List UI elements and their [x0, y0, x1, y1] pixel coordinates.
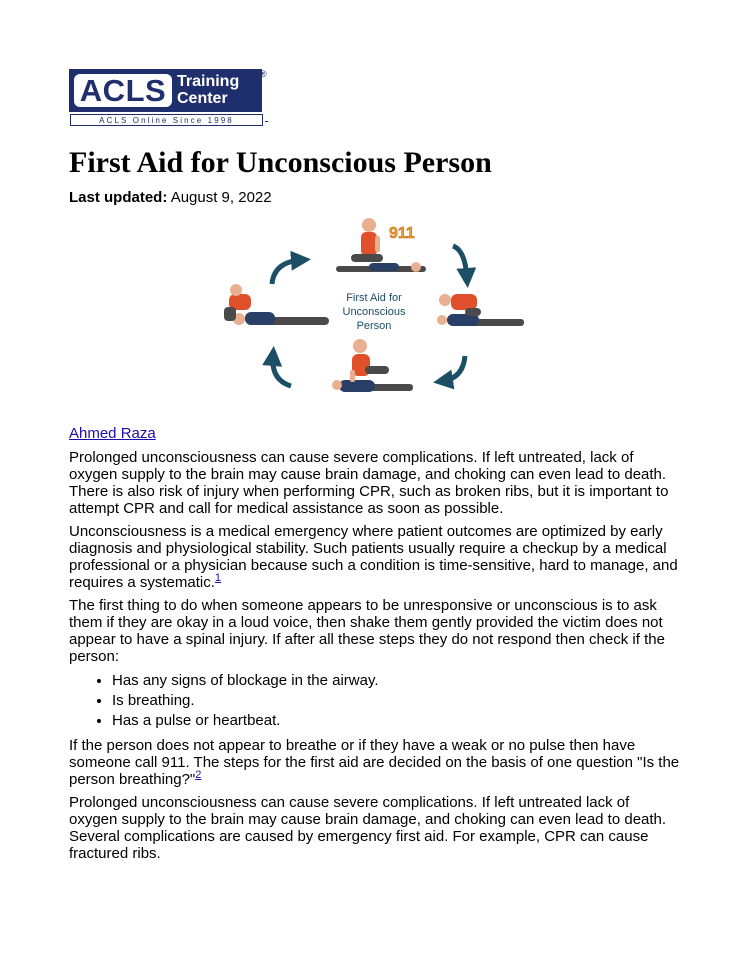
arrow-top-right — [453, 246, 467, 278]
logo-line1: Training — [177, 73, 240, 90]
paragraph-4-text: If the person does not appear to breathe or if they have a weak or no pulse then have someone call 911. The steps for the first aid are decided on the basis of one question "Is the person breathing?" — [69, 737, 680, 788]
center-line3: Person — [356, 320, 392, 332]
footnote-ref-1[interactable]: 1 — [214, 572, 222, 584]
acls-logo[interactable] — [69, 69, 268, 127]
list-item: • Has any signs of blockage in the airway. — [112, 671, 681, 691]
last-updated — [69, 189, 681, 207]
scene-head-tilt — [224, 284, 329, 325]
paragraph-4 — [69, 737, 681, 788]
scene-call-911 — [336, 218, 426, 272]
scene-check-breathing — [437, 294, 524, 326]
center-line1: First Aid for — [346, 292, 402, 304]
list-item: • Has a pulse or heartbeat. — [112, 711, 681, 731]
paragraph-2 — [69, 523, 681, 591]
paragraph-2-text: Unconsciousness is a medical emergency where patient outcomes are optimized by early diagnosis and physiological stability. Such patients usually require a checkup by a medical professional or a physician because such a condition is time-sensitive, hard to manage, and requires a systematic. — [69, 523, 678, 591]
arrow-top-left — [272, 260, 301, 284]
logo-training-center — [177, 73, 261, 107]
paragraph-3: The first thing to do when someone appears to be unresponsive or unconscious is to ask them if they are okay in a loud voice, then shake them gently provided the victim does not appear to have a spinal injury. If after all these steps they do not respond then check if the person: — [69, 597, 665, 665]
page — [69, 69, 681, 862]
center-line2: Unconscious — [342, 306, 406, 318]
logo-tagline: ACLS Online Since 1998 — [70, 114, 263, 126]
first-aid-illustration — [69, 214, 681, 419]
last-updated-date: August 9, 2022 — [170, 189, 272, 206]
paragraph-5: Prolonged unconsciousness can cause severe complications. If left untreated lack of oxygen supply to the brain may cause brain damage, and choking can even lead to death. Several complications are caused by emergency first aid. For example, CPR can cause fractured ribs. — [69, 794, 667, 862]
list-item: • Is breathing. — [112, 691, 681, 711]
page-title: First Aid for Unconscious Person — [69, 146, 492, 179]
author-link[interactable]: Ahmed Raza — [69, 425, 156, 442]
paragraph-1: Prolonged unconsciousness can cause severe complications. If left untreated, lack of oxygen supply to the brain may cause brain damage, and choking can even lead to death. There is also risk of injury when performing CPR, such as broken ribs, but it is important to attempt CPR and call for medical assistance as soon as possible. — [69, 449, 669, 517]
arrow-bottom-left — [273, 356, 291, 386]
logo-acls: ACLS — [74, 74, 172, 107]
scene-cpr — [332, 339, 413, 392]
logo-link-underline — [265, 121, 268, 122]
logo-line2: Center — [177, 90, 228, 107]
arrow-bottom-right — [443, 356, 465, 381]
last-updated-label: Last updated: — [69, 189, 168, 206]
check-list — [69, 671, 681, 731]
logo-box — [69, 69, 262, 112]
registered-mark: ® — [260, 69, 267, 79]
call-911-label: 911 — [389, 225, 415, 242]
footnote-ref-2[interactable]: 2 — [195, 769, 202, 781]
first-aid-cycle-diagram — [69, 214, 681, 419]
